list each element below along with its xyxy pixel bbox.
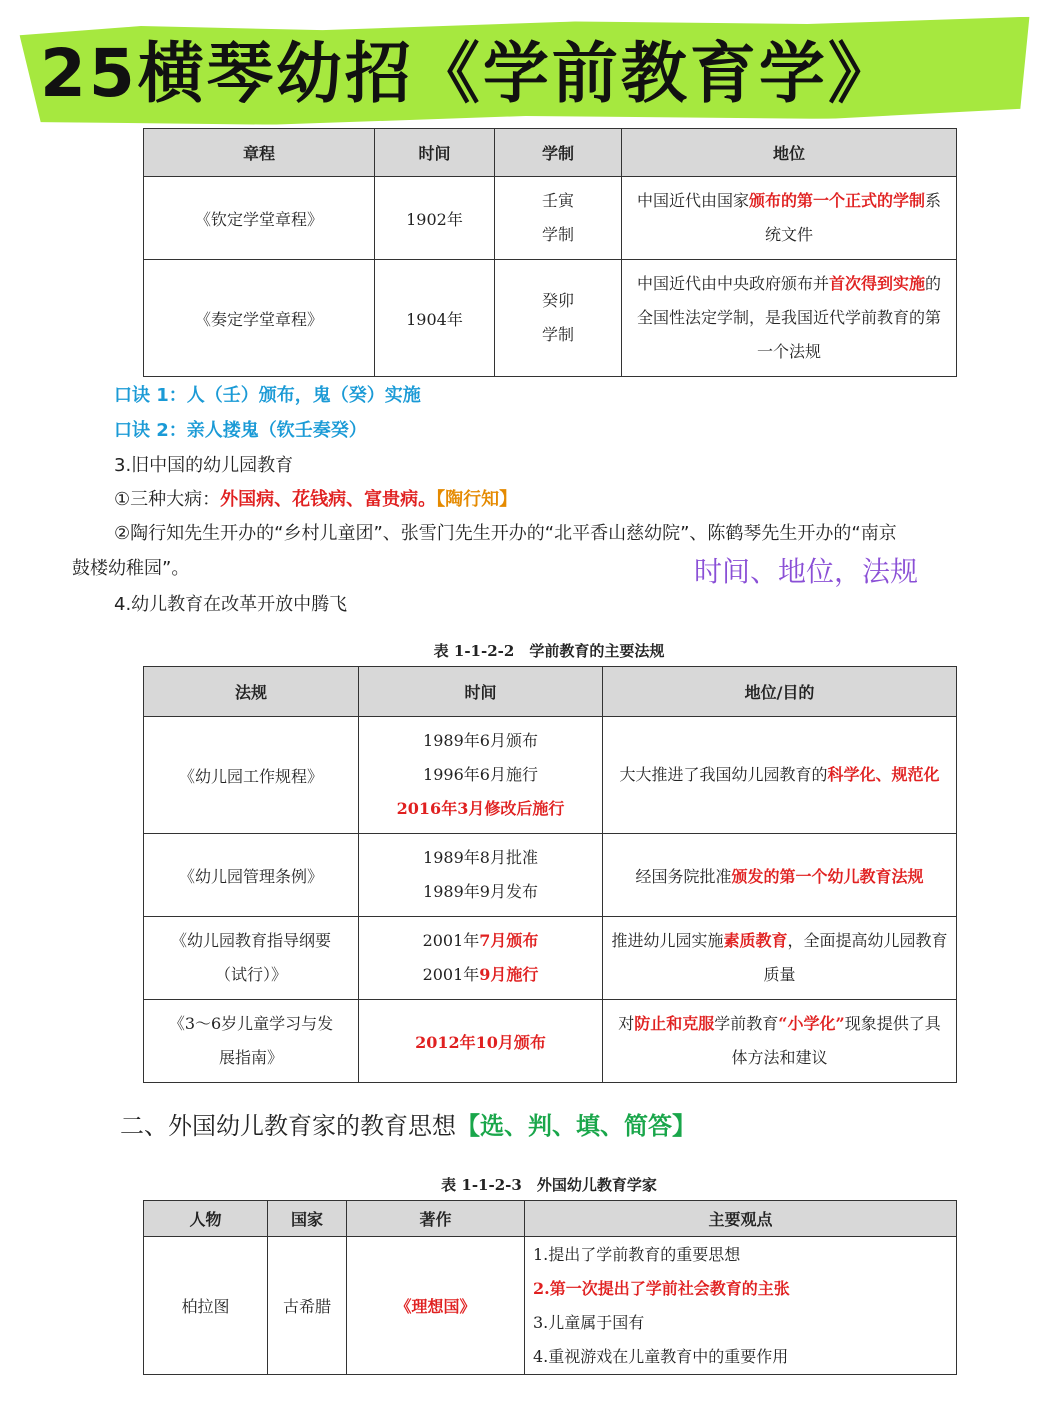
regulation-status: 中国近代由国家颁布的第一个正式的学制系统文件: [622, 177, 957, 260]
table-school-regulations: [143, 128, 957, 377]
law-status: 推进幼儿园实施素质教育，全面提高幼儿园教育质量: [603, 917, 957, 1000]
table-row: [144, 177, 957, 260]
section-4-title: 4.幼儿教育在改革开放中腾飞: [114, 594, 348, 615]
law-time: 1989年6月颁布 1996年6月施行 2016年3月修改后施行: [359, 717, 603, 834]
educator-views: 1.提出了学前教育的重要思想 2.第一次提出了学前社会教育的主张 3.儿童属于国有 4.重视游戏在儿童教育中的重要作用: [525, 1237, 957, 1375]
col-header: 国家: [268, 1201, 347, 1237]
table-row: [144, 917, 957, 1000]
table-preschool-laws: [143, 666, 957, 1083]
col-header: 地位: [622, 129, 957, 177]
col-header: 学制: [495, 129, 622, 177]
section-foreign-title: 二、外国幼儿教育家的教育思想【选、判、填、简答】: [120, 1112, 696, 1140]
law-status: 经国务院批准颁发的第一个幼儿教育法规: [603, 834, 957, 917]
col-header: 主要观点: [525, 1201, 957, 1237]
col-header: 时间: [375, 129, 495, 177]
law-name: 《幼儿园工作规程》: [144, 717, 359, 834]
table-2-caption: 表 1-1-2-2 学前教育的主要法规: [433, 642, 665, 660]
page-title: 25横琴幼招《学前教育学》: [40, 35, 897, 112]
mnemonic-1: 口诀 1：人（壬）颁布，鬼（癸）实施: [114, 385, 421, 406]
law-time: 1989年8月批准 1989年9月发布: [359, 834, 603, 917]
law-time: 2001年7月颁布 2001年9月施行: [359, 917, 603, 1000]
regulation-name: 《钦定学堂章程》: [144, 177, 375, 260]
table-row: [144, 1000, 957, 1083]
table-row: [144, 1237, 957, 1375]
regulation-system: 壬寅 学制: [495, 177, 622, 260]
table-row: [144, 260, 957, 377]
educator-work: 《理想国》: [347, 1237, 525, 1375]
educator-name: 柏拉图: [144, 1237, 268, 1375]
col-header: 时间: [359, 667, 603, 717]
mnemonic-2: 口诀 2：亲人搂鬼（钦壬奏癸）: [114, 420, 367, 441]
regulation-time: 1902年: [375, 177, 495, 260]
regulation-system: 癸卯 学制: [495, 260, 622, 377]
col-header: 章程: [144, 129, 375, 177]
section-3-title: 3.旧中国的幼儿园教育: [114, 455, 294, 476]
table-foreign-educators: [143, 1200, 957, 1375]
regulation-time: 1904年: [375, 260, 495, 377]
section-3-item-1: ①三种大病：外国病、花钱病、富贵病。【陶行知】: [114, 489, 518, 510]
col-header: 地位/目的: [603, 667, 957, 717]
regulation-status: 中国近代由中央政府颁布并首次得到实施的全国性法定学制，是我国近代学前教育的第一个法规: [622, 260, 957, 377]
law-name: 《幼儿园教育指导纲要 （试行）》: [144, 917, 359, 1000]
table-row: [144, 717, 957, 834]
section-3-item-2-line1: ②陶行知先生开办的“乡村儿童团”、张雪门先生开办的“北平香山慈幼院”、陈鹤琴先生开办的“南京: [114, 523, 897, 544]
law-time: 2012年10月颁布: [359, 1000, 603, 1083]
law-name: 《幼儿园管理条例》: [144, 834, 359, 917]
educator-country: 古希腊: [268, 1237, 347, 1375]
section-3-item-2-line2: 鼓楼幼稚园”。: [72, 558, 190, 579]
col-header: 人物: [144, 1201, 268, 1237]
law-status: 大大推进了我国幼儿园教育的科学化、规范化: [603, 717, 957, 834]
col-header: 法规: [144, 667, 359, 717]
regulation-name: 《奏定学堂章程》: [144, 260, 375, 377]
law-name: 《3～6岁儿童学习与发 展指南》: [144, 1000, 359, 1083]
handwritten-note: 时间、地位，法规: [694, 555, 919, 588]
table-3-caption: 表 1-1-2-3 外国幼儿教育学家: [441, 1176, 657, 1194]
table-row: [144, 834, 957, 917]
law-status: 对防止和克服学前教育“小学化”现象提供了具体方法和建议: [603, 1000, 957, 1083]
col-header: 著作: [347, 1201, 525, 1237]
